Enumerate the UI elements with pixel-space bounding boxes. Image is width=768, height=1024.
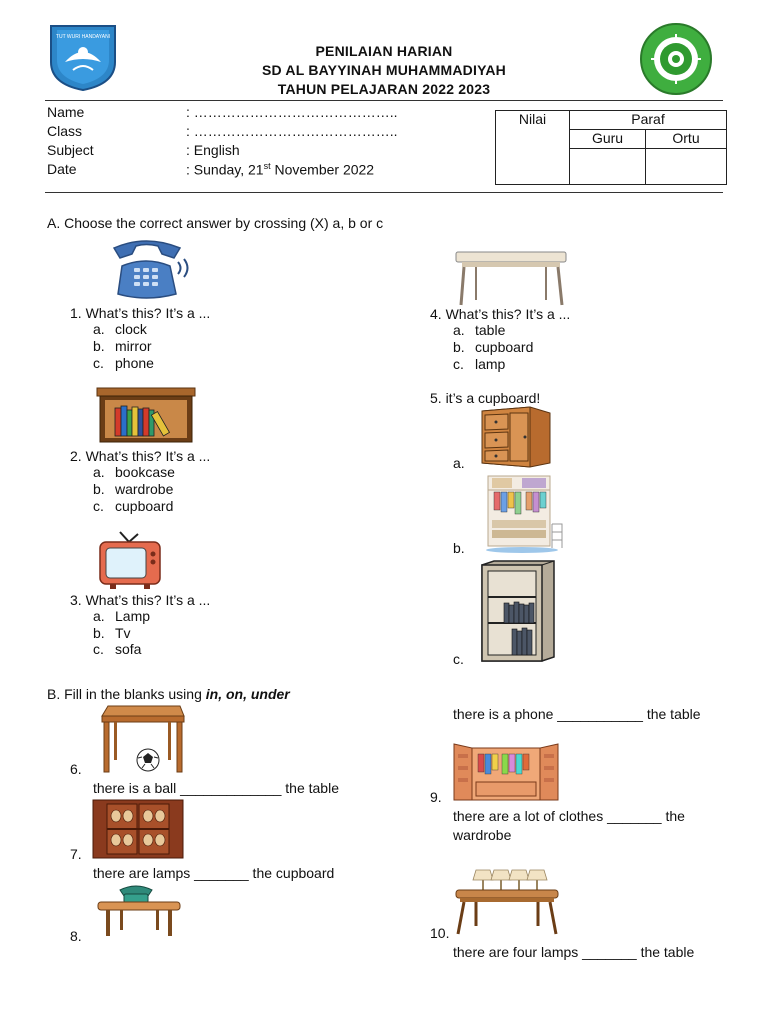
q3-text: 3. What’s this? It’s a ...	[70, 592, 211, 608]
q3-option-c[interactable]: c. sofa	[93, 641, 142, 657]
date-value: : Sunday, 21st November 2022	[186, 161, 375, 178]
open-wardrobe-picture	[484, 474, 568, 554]
q2-option-c[interactable]: c. cupboard	[93, 498, 174, 514]
q6-number: 6.	[70, 761, 82, 777]
guru-signature-box[interactable]	[570, 149, 646, 185]
q8-number: 8.	[70, 928, 82, 944]
q4-text: 4. What’s this? It’s a ...	[430, 306, 571, 322]
q6-sentence[interactable]: there is a ball _____________ the table	[93, 780, 339, 796]
q4-option-a[interactable]: a. table	[453, 322, 506, 338]
q3-option-a[interactable]: a. Lamp	[93, 608, 151, 624]
q5-option-b[interactable]: b.	[453, 540, 465, 556]
name-label: Name	[47, 104, 85, 120]
guru-header: Guru	[570, 130, 646, 149]
q4-option-c[interactable]: c. lamp	[453, 356, 506, 372]
q10-sentence[interactable]: there are four lamps _______ the table	[453, 944, 695, 960]
score-table	[495, 110, 727, 185]
header-title: PENILAIAN HARIAN	[315, 43, 453, 59]
table-picture	[456, 250, 568, 306]
cupboard-picture	[480, 405, 552, 467]
section-a-title: A. Choose the correct answer by crossing (X) a, b or c	[47, 215, 384, 231]
q4-option-b[interactable]: b. cupboard	[453, 339, 534, 355]
nilai-cell: Nilai	[496, 111, 570, 185]
bookcase-picture	[97, 388, 195, 444]
ortu-header: Ortu	[646, 130, 727, 149]
subject-value: : English	[186, 142, 240, 158]
bookshelf-picture	[480, 561, 556, 663]
q9-sentence-line1[interactable]: there are a lot of clothes _______ the	[453, 808, 685, 824]
tv-picture	[98, 532, 162, 590]
ortu-signature-box[interactable]	[646, 149, 727, 185]
header-school: SD AL BAYYINAH MUHAMMADIYAH	[262, 62, 506, 78]
q2-option-b[interactable]: b. wardrobe	[93, 481, 174, 497]
table-with-ball-picture	[100, 704, 186, 774]
q1-option-c[interactable]: c. phone	[93, 355, 154, 371]
cupboard-with-items-picture	[93, 800, 183, 858]
lamps-on-table-picture	[454, 866, 560, 936]
q5-option-a[interactable]: a.	[453, 455, 465, 471]
q10-number: 10.	[430, 925, 450, 941]
header-divider-top	[45, 100, 723, 101]
q1-option-b[interactable]: b. mirror	[93, 338, 152, 354]
class-label: Class	[47, 123, 83, 139]
header-year: TAHUN PELAJARAN 2022 2023	[277, 81, 491, 97]
name-field[interactable]: : ……………………………………..	[186, 104, 398, 120]
class-field[interactable]: : ……………………………………..	[186, 123, 398, 139]
q3-option-b[interactable]: b. Tv	[93, 625, 131, 641]
q5-option-c[interactable]: c.	[453, 651, 464, 667]
q7-number: 7.	[70, 846, 82, 862]
telephone-picture	[108, 234, 194, 302]
subject-label: Subject	[47, 142, 94, 158]
q2-text: 2. What’s this? It’s a ...	[70, 448, 211, 464]
q8-sentence[interactable]: there is a phone ___________ the table	[453, 706, 701, 722]
q9-number: 9.	[430, 789, 442, 805]
header-divider-bottom	[45, 192, 723, 193]
q2-option-a[interactable]: a. bookcase	[93, 464, 175, 480]
wardrobe-clothes-picture	[454, 742, 558, 802]
q1-text: 1. What’s this? It’s a ...	[70, 305, 211, 321]
phone-on-table-picture	[98, 882, 182, 938]
date-label: Date	[47, 161, 77, 177]
q7-sentence[interactable]: there are lamps _______ the cupboard	[93, 865, 335, 881]
q5-text: 5. it’s a cupboard!	[430, 390, 541, 406]
q9-sentence-line2: wardrobe	[453, 827, 512, 843]
section-b-title: B. Fill in the blanks using in, on, under	[47, 686, 290, 702]
q1-option-a[interactable]: a. clock	[93, 321, 147, 337]
svg-text:TUT WURI HANDAYANI: TUT WURI HANDAYANI	[55, 34, 111, 40]
paraf-header: Paraf	[570, 111, 727, 130]
